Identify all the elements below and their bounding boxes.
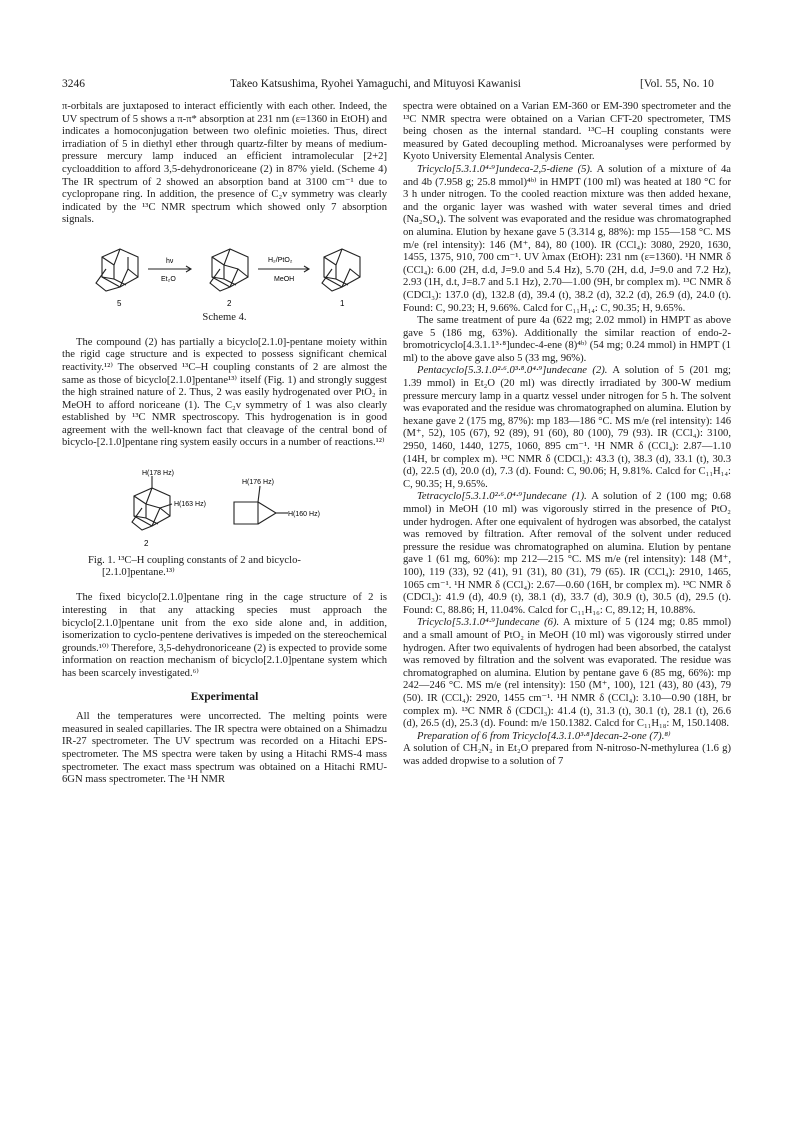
section-body-compound-6: A mixture of 5 (124 mg; 0.85 mmol) and a small amount of PtO₂ in MeOH (10 ml) was vigorously stirred under hydrogen. After two equivalents of hydrogen had been absorbed, the catalyst was removed by filtration and the solvent was evaporated. The residue was chromatographed on alumina. Elution by pentane gave 6 (85 mg, 66%): mp 242—246 °C. MS m/e (rel intensity): 150 (M⁺, 100), 121 (43), 80 (43), 79 (50). IR (CCl₄): 2920, 1455 cm⁻¹. ¹H NMR δ (CCl₄): 3.10—0.90 (18H, br complex m). ¹³C NMR δ (CDCl₃): 41.4 (t), 31.3 (t), 30.1 (t), 28.1 (t), 26.6 (d), 26.5 (d), 25.3 (d). Found: m/e 150.1382. Calcd for C₁₁H₁₈: M, 150.1408. [403, 617, 731, 730]
fig1-label-h178: H(178 Hz) [142, 470, 174, 478]
section-title-compound-1: Tetracyclo[5.3.1.0²·⁶.0⁴·⁹]undecane (1). [417, 491, 587, 503]
page-number: 3246 [62, 78, 85, 90]
paragraph-uv-irradiation: π-orbitals are juxtaposed to interact efficiently with each other. Indeed, the UV spectrum of 5 shows a π-π* absorption at 231 nm (ε=1360 in EtOH) and indicates a homoconjugation between two olefinic moieties. Thus, direct irradiation of 5 in diethyl ether through quartz-filter by means of medium-pressure mercury lamp induced an efficient intramolecular [2+2] cycloaddition to afford 3,5-dehydronoriceane (2) in 87% yield. (Scheme 4) The IR spectrum of 2 showed an absorption band at 3100 cm⁻¹ due to cyclopropane ring. In addition, the presence of C₂v symmetry was clearly indicated by the ¹³C NMR spectrum which showed only 7 absorption signals. [62, 101, 387, 226]
section-preparation-6 [403, 731, 731, 744]
compound-2-structure [210, 249, 248, 291]
paragraph-general-methods: All the temperatures were uncorrected. The melting points were measured in sealed capillaries. The IR spectra were obtained on a Shimadzu IR-27 spectrometer. The UV spectrum was recorded on a Hitachi EPS-spectrometer. The MS spectra were taken by using a Hitachi RMS-4 mass spectrometer. The exact mass spectrum was obtained on a Hitachi RMU-6GN mass spectrometer. The ¹H NMR [62, 711, 387, 786]
scheme-arrow2-reagent: H₂/PtO₂ [268, 256, 293, 264]
scheme-label-2: 2 [227, 298, 232, 308]
right-column [403, 101, 731, 768]
scheme-arrow1-reagent: hν [166, 257, 174, 265]
paragraph-bicyclopentane: The compound (2) has partially a bicyclo[2.1.0]-pentane moiety within the rigid cage structure and is expected to possess significant chemical reactivity.¹²⁾ The observed ¹³C–H coupling constants of 2 are almost the same as those of bicyclo[2.1.0]pentane¹³⁾ itself (Fig. 1) and strongly suggest the high strained nature of 2. Thus, 2 was easily hydrogenated over PtO₂ in MeOH to afford noriceane (1). The C₂v symmetry of 1 was also clearly established by ¹³C NMR spectroscopy. This hydrogenation is in good agreement with the well-known fact that cleavage of the central bond of bicyclo-[2.1.0]pentane ring system easily occurs in a number of reactions.¹²⁾ [62, 336, 387, 449]
scheme-label-5: 5 [117, 298, 122, 308]
journal-volume: [Vol. 55, No. 10 [640, 78, 714, 90]
figure-1 [62, 466, 387, 580]
figure-1-caption-line1: Fig. 1. ¹³C–H coupling constants of 2 and bicyclo- [88, 554, 301, 566]
compound-5-structure [96, 249, 138, 291]
section-compound-1 [403, 491, 731, 617]
section-body-compound-2: A solution of 5 (201 mg; 1.39 mmol) in Et₂O (20 ml) was directly irradiated by 300-W medium pressure mercury lamp in a quartz vessel under nitrogen for 5 h. The solvent was evaporated and the residue was chromatographed on alumina. Elution by hexane gave 2 (175 mg, 87%): mp 183—186 °C. MS m/e (rel intensity): 146 (M⁺, 52), 105 (67), 92 (89), 91 (60), 80 (100), 79 (93). IR (CCl₄): 3100, 2950, 1460, 1440, 1275, 1060, 895 cm⁻¹. ¹H NMR δ (CCl₄): 2.87—1.10 (14H, br complex m). ¹³C NMR δ (CDCl₃): 43.3 (t), 38.3 (d), 33.1 (t), 30.3 (d), 22.5 (d), 20.0 (d), 7.3 (d). Found: C, 90.06; H, 9.81%. Calcd for C₁₁H₁₄: C, 90.35; H, 9.65%. [403, 365, 732, 490]
section-title-compound-5: Tricyclo[5.3.1.0⁴·⁹]undeca-2,5-diene (5). [417, 163, 593, 175]
left-column [62, 101, 387, 787]
paragraph-compound-5-alt: The same treatment of pure 4a (622 mg; 2.02 mmol) in HMPT as above gave 5 (186 mg, 63%). Additionally the similar reaction of endo-2-bromotricyclo[4.3.1.1³·⁸]undec-4-ene (8)⁴ᵇ⁾ (54 mg; 0.24 mmol) in HMPT (1 ml) to the above gave also 5 (33 mg, 96%). [403, 315, 731, 364]
scheme-4-drawing [62, 239, 387, 309]
figure-1-drawing [62, 466, 387, 550]
section-compound-2 [403, 365, 731, 491]
section-body-compound-1: A solution of 2 (100 mg; 0.68 mmol) in MeOH (10 ml) was vigorously stirred in the presence of PtO₂ under hydrogen. After one equivalent of hydrogen was absorbed, the catalyst was removed by filtration. After removal of the solvent under reduced pressure the residue was chromatographed on alumina. Elution by pentane gave 1 (61 mg, 60%): mp 212—215 °C. MS m/e (rel intensity): 148 (M⁺, 100), 119 (33), 92 (41), 91 (31), 80 (31), 79 (65). IR (CCl₄): 2910, 1465, 1065 cm⁻¹. ¹H NMR δ (CCl₄): 2.67—0.60 (16H, br complex m). ¹³C NMR δ (CDCl₃): 41.9 (d), 40.9 (t), 38.1 (d), 33.7 (d), 30.9 (t), 30.5 (d), 29.5 (t). Found: C, 88.86; H, 11.04%. Calcd for C₁₁H₁₆: C, 89.12; H, 10.88%. [403, 491, 731, 616]
section-body-compound-5: A solution of a mixture of 4a and 4b (7.958 g; 25.8 mmol)⁴ᵇ⁾ in HMPT (100 ml) was heated at 180 °C for 3 h under nitrogen. To the cooled reaction mixture was then added hexane, and the organic layer was washed with water several times and dried (Na₂SO₄). The solvent was evaporated and the residue was chromatographed on alumina. Elution by hexane gave 5 (3.314 g, 88%): mp 155—158 °C. MS m/e (rel intensity): 146 (M⁺, 84), 80 (100). IR (CCl₄): 3080, 2920, 1630, 1455, 1375, 910, 700 cm⁻¹. UV λmax (EtOH): 231 nm (ε=1360). ¹H NMR δ (CCl₄): 6.00 (2H, d.d, J=9.0 and 5.4 Hz), 5.70 (2H, d.d, J=9.0 and 7.2 Hz), 2.93 (1H, d.t, J=8.7 and 5.1 Hz), 2.70—1.00 (9H, br complex m). ¹³C NMR δ (CDCl₃): 137.0 (d), 132.8 (d), 39.4 (t), 38.2 (d), 32.2 (d), 26.9 (d), 24.0 (t). Found: C, 90.23; H, 9.66%. Calcd for C₁₁H₁₄: C, 90.35; H, 9.65%. [403, 163, 731, 314]
figure-1-caption-line2: [2.1.0]pentane.¹³⁾ [102, 567, 175, 579]
paragraph-fixed-ring: The fixed bicyclo[2.1.0]pentane ring in the cage structure of 2 is interesting in that any attacking species must approach the bicyclo[2.1.0]pentane unit from the exo side alone and, in addition, isomerization to cyclo-pentene derivatives is impeded on the stereochemical grounds.¹⁰⁾ Therefore, 3,5-dehydronoriceane (2) is expected to provide some information on reaction mechanism of bicyclo[2.1.0]pentane system which has been scarcely investigated.⁶⁾ [62, 592, 387, 679]
section-title-compound-6: Tricyclo[5.3.1.0⁴·⁹]undecane (6). [417, 617, 560, 629]
section-compound-6 [403, 617, 731, 730]
fig1-label-h176: H(176 Hz) [242, 479, 274, 487]
scheme-arrow1-solvent: Et₂O [161, 275, 176, 283]
running-authors: Takeo Katsushima, Ryohei Yamaguchi, and Mituyosi Kawanisi [230, 78, 521, 90]
paragraph-instruments: spectra were obtained on a Varian EM-360 or EM-390 spectrometer and the ¹³C NMR spectra were obtained on a Varian CFT-20 spectrometer, TMS being chosen as the internal standard. ¹³C–H coupling constants were measured by Gated decoupling method. Microanalyses were performed by Kyoto University Elemental Analysis Center. [403, 101, 731, 163]
fig1-label-h160: H(160 Hz) [288, 511, 320, 519]
scheme-4 [62, 239, 387, 324]
scheme-label-1: 1 [340, 298, 345, 308]
fig1-label-h163: H(163 Hz) [174, 501, 206, 509]
section-title-compound-2: Pentacyclo[5.3.1.0²·⁶.0³·⁸.0⁴·⁹]undecane (2). [417, 365, 608, 377]
fig1-bicyclopentane-structure [234, 486, 288, 524]
scheme-arrow2-solvent: MeOH [274, 275, 295, 283]
section-title-preparation-6: Preparation of 6 from Tricyclo[4.3.1.0³·⁸]decan-2-one (7).⁸⁾ [417, 730, 671, 742]
scheme-4-caption: Scheme 4. [202, 311, 247, 323]
section-body-preparation-6: A solution of CH₂N₂ in Et₂O prepared from N-nitroso-N-methylurea (1.6 g) was added dropwise to a solution of 7 [403, 743, 731, 767]
section-compound-5 [403, 164, 731, 315]
experimental-heading: Experimental [190, 689, 259, 703]
fig1-compound-label: 2 [144, 539, 149, 549]
compound-1-structure [322, 249, 360, 291]
fig1-compound-2-structure [132, 476, 172, 530]
